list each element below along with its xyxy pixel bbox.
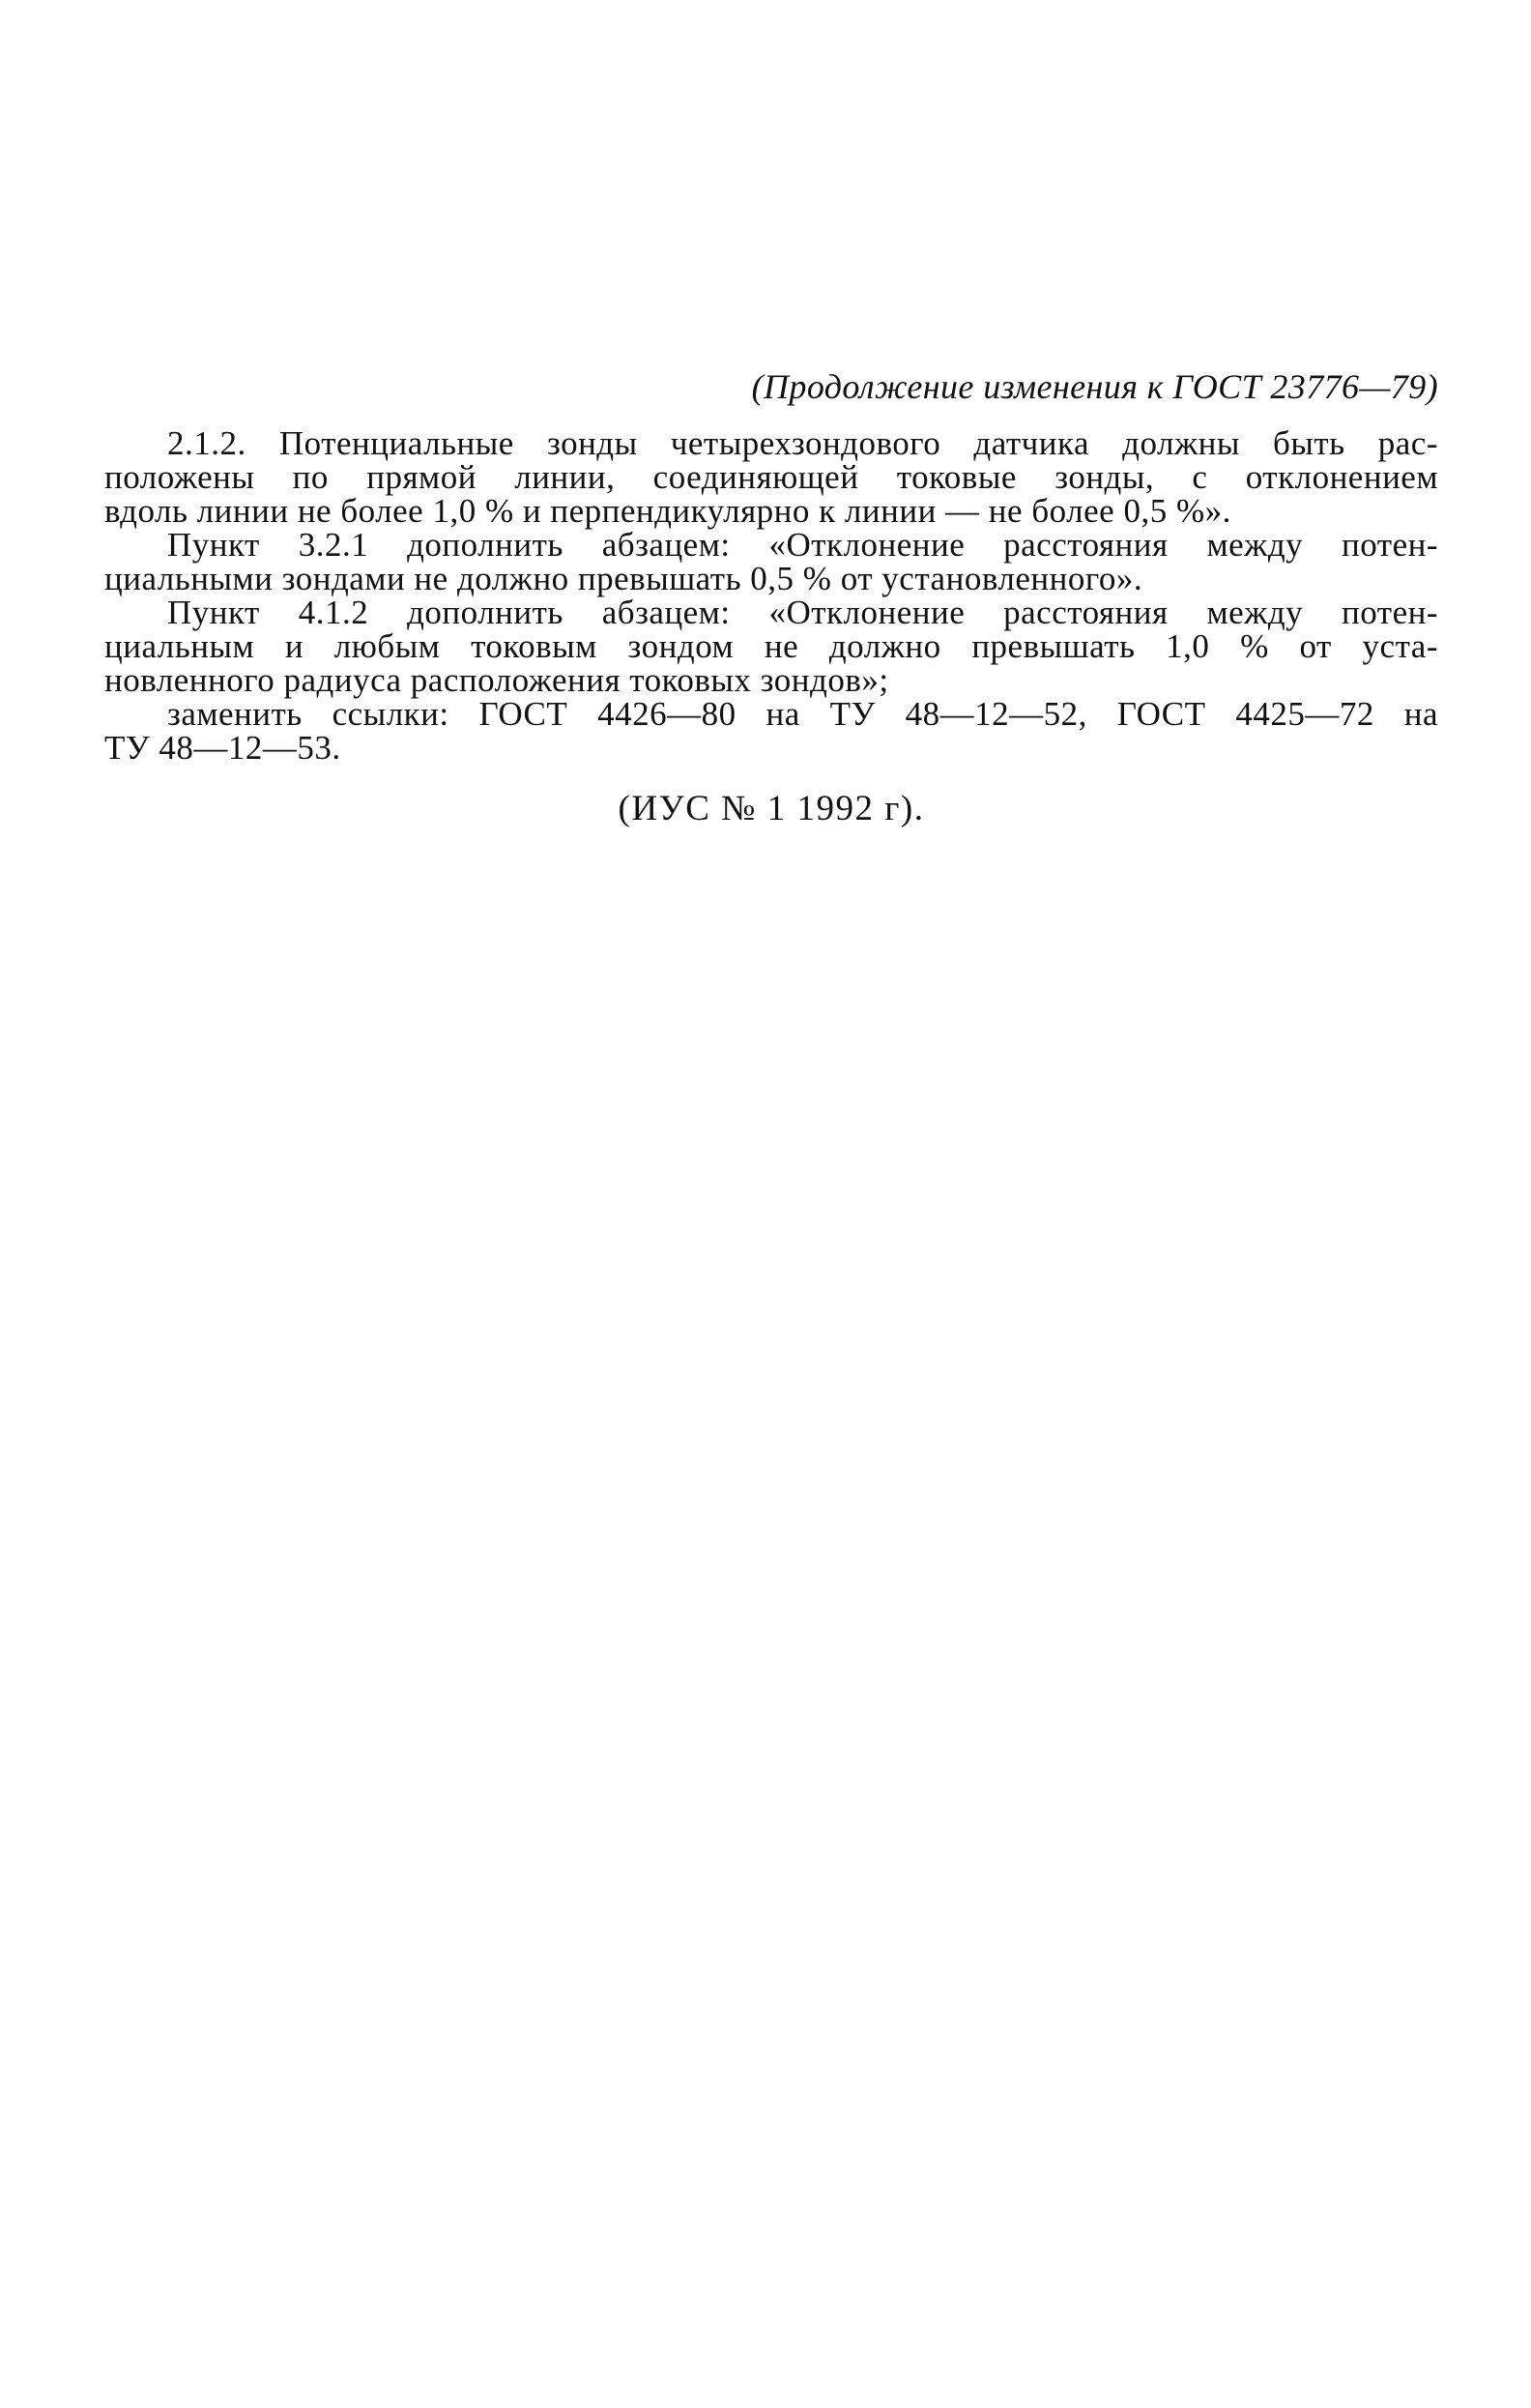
- text-line-2: положены по прямой линии, соединяющей токовые зонды, с отклонением: [104, 458, 1438, 496]
- text-line-9: заменить ссылки: ГОСТ 4426—80 на ТУ 48—12—52, ГОСТ 4425—72 на: [167, 695, 1438, 733]
- continuation-header: (Продолжение изменения к ГОСТ 23776—79): [751, 367, 1438, 406]
- amendment-text: [104, 426, 1438, 765]
- text-line-7: циальным и любым токовым зондом не должно превышать 1,0 % от уста-: [104, 627, 1438, 665]
- text-line-1: 2.1.2. Потенциальные зонды четырехзондового датчика должны быть рас-: [167, 424, 1438, 462]
- text-line-10: ТУ 48—12—53.: [104, 729, 341, 767]
- publication-reference: (ИУС № 1 1992 г).: [618, 789, 925, 828]
- text-line-3: вдоль линии не более 1,0 % и перпендикулярно к линии — не более 0,5 %».: [104, 492, 1231, 530]
- text-line-6: Пункт 4.1.2 дополнить абзацем: «Отклонение расстояния между потен-: [167, 594, 1438, 631]
- text-line-8: новленного радиуса расположения токовых зондов»;: [104, 661, 889, 699]
- text-line-4: Пункт 3.2.1 дополнить абзацем: «Отклонение расстояния между потен-: [167, 526, 1438, 564]
- text-line-5: циальными зондами не должно превышать 0,5 % от установленного».: [104, 560, 1143, 597]
